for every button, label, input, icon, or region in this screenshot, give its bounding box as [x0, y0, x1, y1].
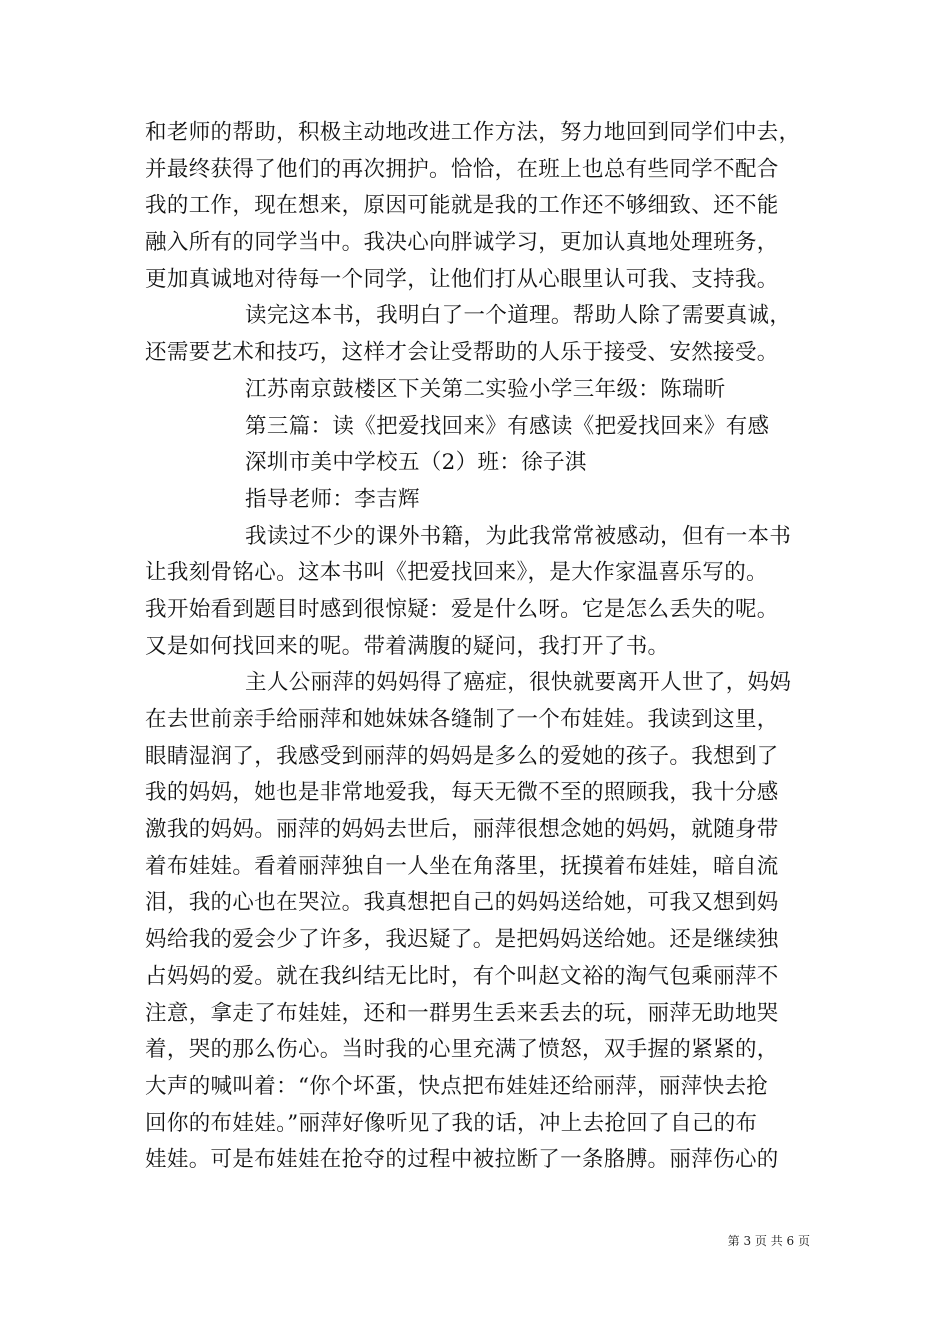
text-line: 江苏南京鼓楼区下关第二实验小学三年级：陈瑞昕 [245, 376, 726, 402]
text-line: 更加真诚地对待每一个同学，让他们打从心眼里认可我、支持我。 [145, 266, 779, 292]
document-body [145, 115, 815, 1179]
text-line: 指导老师：李吉辉 [245, 486, 420, 512]
text-line: 泪，我的心也在哭泣。我真想把自己的妈妈送给她，可我又想到妈 [145, 890, 779, 916]
text-line: 我读过不少的课外书籍，为此我常常被感动，但有一本书 [245, 523, 792, 549]
text-line: 娃娃。可是布娃娃在抢夺的过程中被拉断了一条胳膊。丽萍伤心的 [145, 1147, 779, 1173]
text-line: 在去世前亲手给丽萍和她妹妹各缝制了一个布娃娃。我读到这里， [145, 707, 779, 732]
text-line: 激我的妈妈。丽萍的妈妈去世后，丽萍很想念她的妈妈，就随身带 [145, 817, 779, 843]
text-line: 和老师的帮助，积极主动地改进工作方法，努力地回到同学们中去， [145, 120, 801, 145]
text-line: 注意，拿走了布娃娃，还和一群男生丢来丢去的玩，丽萍无助地哭 [145, 1000, 779, 1026]
text-line: 我开始看到题目时感到很惊疑：爱是什么呀。它是怎么丢失的呢。 [145, 596, 779, 622]
text-line: 眼睛湿润了，我感受到丽萍的妈妈是多么的爱她的孩子。我想到了 [145, 743, 779, 769]
text-line: 融入所有的同学当中。我决心向胖诚学习，更加认真地处理班务， [145, 230, 779, 256]
text-line: 让我刻骨铭心。这本书叫《把爱找回来》，是大作家温喜乐写的。 [145, 560, 768, 586]
text-line: 深圳市美中学校五（2）班：徐子淇 [245, 450, 587, 476]
text-line: 第三篇：读《把爱找回来》有感读《把爱找回来》有感 [245, 413, 770, 439]
text-line: 我的工作，现在想来，原因可能就是我的工作还不够细致、还不能 [145, 193, 779, 219]
text-line: 占妈妈的爱。就在我纠结无比时，有个叫赵文裕的淘气包乘丽萍不 [145, 963, 779, 989]
text-line: 着布娃娃。看着丽萍独自一人坐在角落里，抚摸着布娃娃，暗自流 [145, 853, 779, 879]
page-number-footer: 第 3 页 共 6 页 [727, 1234, 810, 1248]
text-line: 主人公丽萍的妈妈得了癌症，很快就要离开人世了，妈妈 [245, 670, 792, 696]
text-line: 着，哭的那么伤心。当时我的心里充满了愤怒，双手握的紧紧的， [145, 1037, 779, 1063]
text-line: 并最终获得了他们的再次拥护。恰恰，在班上也总有些同学不配合 [145, 156, 779, 182]
text-line: 我的妈妈，她也是非常地爱我，每天无微不至的照顾我，我十分感 [145, 780, 779, 806]
text-line: 妈给我的爱会少了许多，我迟疑了。是把妈妈送给她。还是继续独 [145, 927, 779, 953]
text-line: 读完这本书，我明白了一个道理。帮助人除了需要真诚， [245, 303, 792, 329]
text-line: 又是如何找回来的呢。带着满腹的疑问，我打开了书。 [145, 633, 670, 659]
text-line: 回你的布娃娃。”丽萍好像听见了我的话，冲上去抢回了自己的布 [145, 1110, 758, 1136]
text-line: 还需要艺术和技巧，这样才会让受帮助的人乐于接受、安然接受。 [145, 340, 779, 366]
text-line: 大声的喊叫着：“你个坏蛋，快点把布娃娃还给丽萍，丽萍快去抢 [145, 1073, 769, 1099]
